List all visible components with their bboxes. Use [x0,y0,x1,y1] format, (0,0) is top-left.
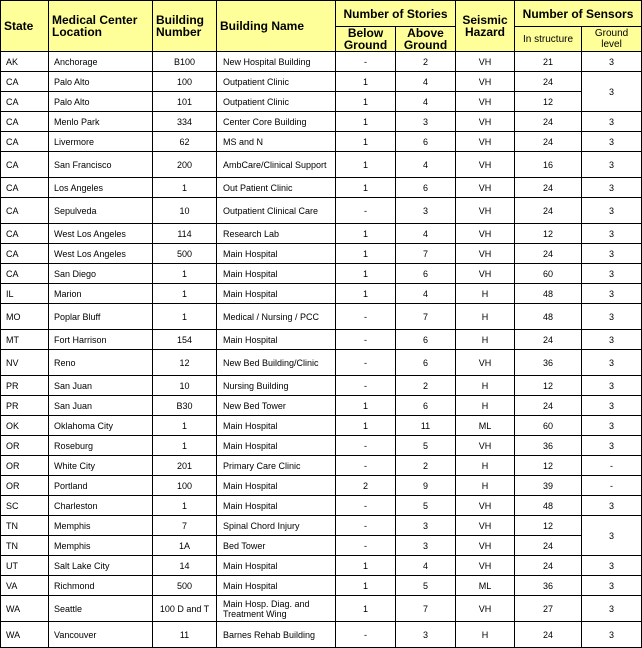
cell-building-name: Main Hospital [217,476,336,496]
cell-sensors-in-structure: 36 [515,576,582,596]
cell-seismic-hazard: VH [456,556,515,576]
cell-above-ground: 6 [396,350,456,376]
cell-sensors-in-structure: 24 [515,178,582,198]
cell-location: Roseburg [49,436,153,456]
cell-building-number: 1 [153,496,217,516]
cell-above-ground: 4 [396,92,456,112]
cell-location: San Diego [49,264,153,284]
cell-building-number: 1 [153,304,217,330]
cell-building-name: MS and N [217,132,336,152]
cell-building-number: 114 [153,224,217,244]
cell-seismic-hazard: ML [456,576,515,596]
cell-location: Palo Alto [49,72,153,92]
cell-state: MO [1,304,49,330]
cell-sensors-ground-level: 3 [582,284,642,304]
cell-sensors-in-structure: 60 [515,416,582,436]
cell-building-name: New Hospital Building [217,52,336,72]
cell-building-number: 1 [153,284,217,304]
cell-building-name: Main Hospital [217,576,336,596]
cell-building-number: 1 [153,436,217,456]
cell-building-name: Main Hospital [217,244,336,264]
cell-sensors-in-structure: 12 [515,516,582,536]
cell-above-ground: 4 [396,72,456,92]
cell-state: WA [1,622,49,648]
cell-building-name: Main Hospital [217,284,336,304]
cell-state: CA [1,264,49,284]
cell-below-ground: - [336,330,396,350]
table-row [1,330,642,350]
cell-sensors-ground-level: 3 [582,224,642,244]
cell-building-number: 10 [153,376,217,396]
cell-state: CA [1,112,49,132]
header-building-number: Building Number [153,1,217,52]
cell-below-ground: 1 [336,596,396,622]
cell-sensors-in-structure: 48 [515,284,582,304]
cell-below-ground: - [336,516,396,536]
cell-location: Memphis [49,536,153,556]
cell-building-name: Main Hospital [217,264,336,284]
cell-building-number: 14 [153,556,217,576]
cell-building-number: B30 [153,396,217,416]
cell-below-ground: - [336,52,396,72]
cell-state: CA [1,132,49,152]
cell-location: Richmond [49,576,153,596]
cell-seismic-hazard: H [456,284,515,304]
table-row [1,436,642,456]
cell-building-name: Out Patient Clinic [217,178,336,198]
cell-above-ground: 5 [396,436,456,456]
header-state: State [1,1,49,52]
cell-sensors-in-structure: 27 [515,596,582,622]
table-row [1,92,642,112]
cell-building-name: Spinal Chord Injury [217,516,336,536]
cell-above-ground: 7 [396,244,456,264]
table-row [1,178,642,198]
cell-above-ground: 4 [396,284,456,304]
cell-seismic-hazard: VH [456,496,515,516]
cell-building-name: Outpatient Clinic [217,72,336,92]
cell-location: Seattle [49,596,153,622]
cell-above-ground: 6 [396,264,456,284]
cell-state: SC [1,496,49,516]
cell-sensors-in-structure: 24 [515,132,582,152]
cell-building-number: 101 [153,92,217,112]
cell-seismic-hazard: H [456,376,515,396]
table-row [1,224,642,244]
cell-seismic-hazard: VH [456,178,515,198]
cell-sensors-ground-level: 3 [582,376,642,396]
cell-sensors-in-structure: 24 [515,536,582,556]
cell-location: Anchorage [49,52,153,72]
cell-seismic-hazard: VH [456,198,515,224]
cell-above-ground: 6 [396,132,456,152]
cell-location: West Los Angeles [49,244,153,264]
cell-location: San Juan [49,396,153,416]
cell-sensors-ground-level: 3 [582,112,642,132]
cell-building-name: Bed Tower [217,536,336,556]
cell-sensors-ground-level: 3 [582,516,642,556]
cell-state: OR [1,456,49,476]
cell-sensors-in-structure: 24 [515,112,582,132]
cell-seismic-hazard: VH [456,436,515,456]
cell-above-ground: 6 [396,396,456,416]
cell-state: PR [1,396,49,416]
cell-seismic-hazard: VH [456,350,515,376]
cell-state: CA [1,198,49,224]
cell-state: IL [1,284,49,304]
cell-location: Salt Lake City [49,556,153,576]
table-row [1,198,642,224]
cell-location: Reno [49,350,153,376]
cell-building-name: Main Hospital [217,436,336,456]
table-row [1,376,642,396]
cell-sensors-ground-level: 3 [582,178,642,198]
cell-sensors-in-structure: 24 [515,72,582,92]
table-row [1,622,642,648]
cell-above-ground: 6 [396,178,456,198]
cell-seismic-hazard: VH [456,264,515,284]
cell-below-ground: 1 [336,244,396,264]
cell-building-name: Nursing Building [217,376,336,396]
table-row [1,72,642,92]
table-row [1,556,642,576]
cell-state: TN [1,536,49,556]
table-row [1,456,642,476]
cell-sensors-ground-level: 3 [582,576,642,596]
cell-building-name: Center Core Building [217,112,336,132]
cell-building-name: Main Hospital [217,416,336,436]
table-row [1,132,642,152]
cell-below-ground: - [336,350,396,376]
table-row [1,284,642,304]
cell-state: CA [1,244,49,264]
cell-location: West Los Angeles [49,224,153,244]
cell-state: CA [1,178,49,198]
cell-below-ground: 1 [336,284,396,304]
cell-sensors-in-structure: 24 [515,330,582,350]
cell-sensors-in-structure: 21 [515,52,582,72]
cell-sensors-ground-level: 3 [582,396,642,416]
cell-seismic-hazard: H [456,476,515,496]
cell-building-name: New Bed Tower [217,396,336,416]
cell-location: Poplar Bluff [49,304,153,330]
header-ground-level: Ground level [582,27,642,52]
cell-state: CA [1,72,49,92]
cell-location: Vancouver [49,622,153,648]
cell-building-number: 7 [153,516,217,536]
cell-above-ground: 3 [396,198,456,224]
table-row [1,596,642,622]
cell-sensors-ground-level: 3 [582,264,642,284]
cell-building-number: 500 [153,244,217,264]
cell-seismic-hazard: H [456,456,515,476]
cell-seismic-hazard: VH [456,132,515,152]
cell-seismic-hazard: VH [456,112,515,132]
cell-sensors-ground-level: 3 [582,416,642,436]
cell-sensors-in-structure: 24 [515,244,582,264]
cell-above-ground: 4 [396,224,456,244]
cell-location: Memphis [49,516,153,536]
cell-sensors-ground-level: 3 [582,198,642,224]
cell-sensors-ground-level: 3 [582,330,642,350]
cell-state: CA [1,152,49,178]
cell-location: Palo Alto [49,92,153,112]
cell-seismic-hazard: VH [456,92,515,112]
table-row [1,350,642,376]
cell-below-ground: - [336,304,396,330]
table-row [1,476,642,496]
cell-building-number: 201 [153,456,217,476]
cell-sensors-ground-level: 3 [582,52,642,72]
cell-sensors-in-structure: 48 [515,304,582,330]
cell-location: Charleston [49,496,153,516]
header-sensors-group: Number of Sensors [515,1,642,27]
cell-building-name: Primary Care Clinic [217,456,336,476]
cell-below-ground: - [336,376,396,396]
table-row [1,396,642,416]
cell-sensors-ground-level: 3 [582,436,642,456]
table-row [1,516,642,536]
cell-above-ground: 5 [396,576,456,596]
cell-seismic-hazard: H [456,304,515,330]
cell-sensors-in-structure: 36 [515,350,582,376]
cell-sensors-in-structure: 24 [515,396,582,416]
cell-below-ground: - [336,198,396,224]
cell-building-name: Research Lab [217,224,336,244]
cell-location: Menlo Park [49,112,153,132]
cell-location: Sepulveda [49,198,153,224]
cell-sensors-ground-level: 3 [582,556,642,576]
header-below-ground: Below Ground [336,27,396,52]
header-above-ground: Above Ground [396,27,456,52]
cell-building-number: 200 [153,152,217,178]
cell-location: San Francisco [49,152,153,178]
cell-below-ground: 1 [336,576,396,596]
cell-building-name: Main Hospital [217,330,336,350]
cell-location: Livermore [49,132,153,152]
header-location: Medical Center Location [49,1,153,52]
cell-seismic-hazard: ML [456,416,515,436]
cell-sensors-in-structure: 12 [515,92,582,112]
cell-above-ground: 3 [396,112,456,132]
table-row [1,264,642,284]
cell-building-number: 154 [153,330,217,350]
cell-state: PR [1,376,49,396]
cell-below-ground: 1 [336,556,396,576]
table-row [1,536,642,556]
cell-building-name: Medical / Nursing / PCC [217,304,336,330]
cell-state: AK [1,52,49,72]
cell-above-ground: 2 [396,52,456,72]
cell-building-number: 1 [153,264,217,284]
cell-sensors-in-structure: 24 [515,622,582,648]
cell-above-ground: 5 [396,496,456,516]
table-header [1,1,642,52]
cell-building-number: 1A [153,536,217,556]
cell-above-ground: 2 [396,456,456,476]
cell-sensors-ground-level: 3 [582,350,642,376]
table-body [1,52,642,648]
cell-state: OR [1,436,49,456]
cell-sensors-ground-level: - [582,456,642,476]
cell-above-ground: 3 [396,536,456,556]
cell-location: Marion [49,284,153,304]
cell-below-ground: 1 [336,112,396,132]
cell-seismic-hazard: H [456,622,515,648]
cell-building-name: Barnes Rehab Building [217,622,336,648]
cell-state: OR [1,476,49,496]
cell-sensors-in-structure: 24 [515,198,582,224]
cell-sensors-ground-level: 3 [582,622,642,648]
cell-below-ground: 1 [336,264,396,284]
cell-below-ground: 1 [336,178,396,198]
cell-above-ground: 2 [396,376,456,396]
header-building-name: Building Name [217,1,336,52]
cell-above-ground: 11 [396,416,456,436]
cell-above-ground: 6 [396,330,456,350]
cell-sensors-in-structure: 12 [515,224,582,244]
cell-building-number: 334 [153,112,217,132]
cell-building-number: 100 [153,72,217,92]
cell-below-ground: - [336,536,396,556]
cell-sensors-in-structure: 60 [515,264,582,284]
cell-location: Los Angeles [49,178,153,198]
cell-above-ground: 7 [396,304,456,330]
cell-sensors-in-structure: 48 [515,496,582,516]
cell-building-number: 12 [153,350,217,376]
cell-below-ground: 1 [336,132,396,152]
table-row [1,52,642,72]
cell-seismic-hazard: VH [456,516,515,536]
cell-below-ground: 2 [336,476,396,496]
cell-building-name: Outpatient Clinical Care [217,198,336,224]
cell-state: NV [1,350,49,376]
cell-sensors-ground-level: 3 [582,72,642,112]
cell-below-ground: - [336,496,396,516]
cell-building-name: New Bed Building/Clinic [217,350,336,376]
cell-seismic-hazard: H [456,330,515,350]
cell-building-number: 1 [153,178,217,198]
cell-building-name: Main Hosp. Diag. and Treatment Wing [217,596,336,622]
cell-sensors-in-structure: 24 [515,556,582,576]
table-row [1,416,642,436]
cell-above-ground: 4 [396,556,456,576]
cell-building-number: 100 [153,476,217,496]
cell-building-number: 62 [153,132,217,152]
cell-building-number: 10 [153,198,217,224]
cell-state: OK [1,416,49,436]
cell-building-name: AmbCare/Clinical Support [217,152,336,178]
header-seismic-hazard: Seismic Hazard [456,1,515,52]
cell-above-ground: 9 [396,476,456,496]
cell-seismic-hazard: VH [456,596,515,622]
cell-building-name: Main Hospital [217,496,336,516]
cell-building-name: Outpatient Clinic [217,92,336,112]
cell-building-number: 1 [153,416,217,436]
cell-below-ground: 1 [336,152,396,178]
cell-seismic-hazard: VH [456,72,515,92]
cell-building-number: B100 [153,52,217,72]
cell-state: VA [1,576,49,596]
cell-seismic-hazard: VH [456,152,515,178]
table-row [1,112,642,132]
cell-location: San Juan [49,376,153,396]
cell-below-ground: - [336,622,396,648]
cell-sensors-ground-level: 3 [582,152,642,178]
cell-below-ground: 1 [336,416,396,436]
cell-below-ground: 1 [336,92,396,112]
cell-seismic-hazard: VH [456,224,515,244]
cell-state: CA [1,224,49,244]
cell-above-ground: 3 [396,622,456,648]
cell-below-ground: 1 [336,224,396,244]
cell-sensors-ground-level: 3 [582,596,642,622]
header-in-structure: In structure [515,27,582,52]
cell-state: MT [1,330,49,350]
cell-sensors-ground-level: - [582,476,642,496]
cell-building-name: Main Hospital [217,556,336,576]
cell-state: UT [1,556,49,576]
cell-seismic-hazard: VH [456,244,515,264]
table-row [1,304,642,330]
table-row [1,576,642,596]
cell-sensors-in-structure: 36 [515,436,582,456]
cell-location: White City [49,456,153,476]
cell-below-ground: - [336,436,396,456]
cell-building-number: 500 [153,576,217,596]
cell-building-number: 11 [153,622,217,648]
cell-location: Portland [49,476,153,496]
header-stories-group: Number of Stories [336,1,456,27]
cell-above-ground: 3 [396,516,456,536]
table-row [1,152,642,178]
cell-state: CA [1,92,49,112]
cell-sensors-ground-level: 3 [582,244,642,264]
cell-seismic-hazard: VH [456,536,515,556]
table-row [1,244,642,264]
cell-sensors-in-structure: 39 [515,476,582,496]
cell-sensors-ground-level: 3 [582,132,642,152]
cell-below-ground: 1 [336,72,396,92]
cell-location: Fort Harrison [49,330,153,350]
table-row [1,496,642,516]
cell-above-ground: 7 [396,596,456,622]
cell-sensors-in-structure: 12 [515,376,582,396]
cell-building-number: 100 D and T [153,596,217,622]
cell-seismic-hazard: VH [456,52,515,72]
cell-sensors-in-structure: 12 [515,456,582,476]
cell-state: TN [1,516,49,536]
cell-seismic-hazard: H [456,396,515,416]
cell-sensors-ground-level: 3 [582,304,642,330]
cell-sensors-in-structure: 16 [515,152,582,178]
cell-location: Oklahoma City [49,416,153,436]
cell-sensors-ground-level: 3 [582,496,642,516]
cell-below-ground: - [336,456,396,476]
cell-state: WA [1,596,49,622]
cell-below-ground: 1 [336,396,396,416]
cell-above-ground: 4 [396,152,456,178]
